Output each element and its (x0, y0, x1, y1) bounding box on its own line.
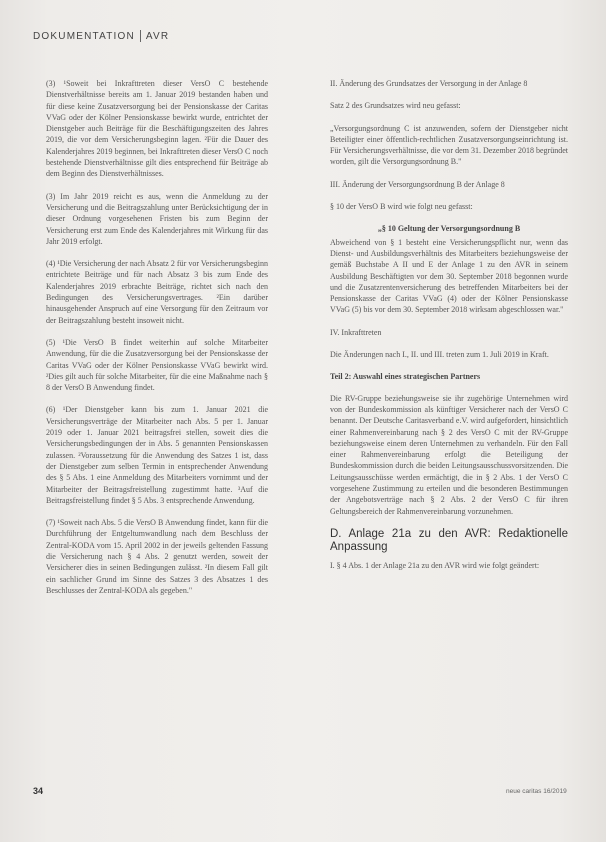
paragraph-10-text: Abweichend von § 1 besteht eine Versicherungspflicht nur, wenn das Dienst- und Ausbildungsverhältnis des Mitarbeiters beziehungsweise der gemäß Buchstabe A II und E der Anlage 1 zu den AVR in seinem Ausbildung Beschäftigten vor dem 30. September 2018 begonnen wurde und die Zusatzrentenversicherung des betreffenden Mitarbeiters bei der Pensionskasse der Caritas VVaG (4) oder der Kölner Pensionskasse VVaG (5) bis vor dem 30. September 2018 wirksam abgeschlossen war." (330, 237, 568, 315)
header-topic: AVR (145, 30, 170, 42)
section-d-text: I. § 4 Abs. 1 der Anlage 21a zu den AVR wird wie folgt geändert: (330, 560, 540, 570)
paragraph: (6) ¹Der Dienstgeber kann bis zum 1. Januar 2021 die Versicherungsverträge der Mitarbeiter nach Abs. 5 per 1. Januar 2019 oder 1. Januar 2021 beitragsfrei stellen, soweit dies die Versicherungsbedingungen der in Abs. 5 genannten Pensionskassen zulassen. ²Voraussetzung für die Anwendung des Satzes 1 ist, dass der Dienstgeber zum selben Termin in entsprechender Anwendung des § 5 Abs. 1 eine Anmeldung des Mitarbeiters vornimmt und der Mitarbeiter der Beitragsfreistellung zugestimmt hatte. ³Auf die Beitragsfreistellung findet § 5 Abs. 3 entsprechende Anwendung. (46, 405, 268, 505)
section-iii-text: § 10 der VersO B wird wie folgt neu gefasst: (330, 202, 473, 212)
paragraph-10-heading: „§ 10 Geltung der Versorgungsordnung B (377, 224, 521, 234)
paragraph: (4) ¹Die Versicherung der nach Absatz 2 für vor Versicherungsbeginn entrichtete Beiträge und für nach Absatz 3 bis zum Ende des Kalenderjahres 2019 erbrachte Beiträge, richtet sich nach den Bedingungen des Versicherungsvertrages. ²Ein darüber hinausgehender Anspruch auf eine Versorgung für den Zeitraum vor der Beitragszahlung besteht insoweit nicht. (46, 259, 268, 325)
section-ii-text: Satz 2 des Grundsatzes wird neu gefasst: (330, 101, 461, 111)
paragraph: (5) ¹Die VersO B findet weiterhin auf solche Mitarbeiter Anwendung, für die die Zusatzversorgung bei der Pensionskasse der Caritas VVaG oder der Kölner Pensionskasse VVaG bewirkt wird. ²Dies gilt auch für solche Mitarbeiter, für die eine Maßnahme nach § 8 der VersO B Anwendung findet. (46, 337, 268, 393)
header-divider (140, 30, 141, 42)
section-ii-quote: „Versorgungsordnung C ist anzuwenden, sofern der Dienstgeber nicht Beteiligter einer öffentlich-rechtlichen Zusatzversorgungseinrichtung ist. Für Versicherungsverhältnisse, die vor dem 31. Dezember 2018 begründet worden, gilt die Versorgungsordnung B." (330, 123, 568, 167)
header-section: DOKUMENTATION (33, 30, 135, 42)
section-ii-heading: II. Änderung des Grundsatzes der Versorgung in der Anlage 8 (330, 79, 528, 88)
teil-2-text: Die RV-Gruppe beziehungsweise sie ihr zugehörige Unternehmen wird von der Bundeskommission als künftiger Versicherer nach der VersO C benannt. Der Deutsche Caritasverband e.V. wird aufgefordert, hinsichtlich einer Rahmenvereinbarung nach § 2 des VersO C mit der RV-Gruppe beziehungsweise einem deren Unternehmen zu verhandeln. Für den Fall einer Rahmenvereinbarung erfolgt die Beteiligung der Bundeskommission durch die beiden Leitungsausschussvorsitzenden. Die Leitungsausschüsse werden ermächtigt, die in § 2 Abs. 1 der VersO C vorgesehene Zustimmung zu erteilen und die besonderen Bestimmungen der Angebotsverträge nach § 2 Abs. 2 der VersO C für ihren Geltungsbereich der Rahmenvereinbarung vorzunehmen. (330, 393, 568, 516)
page-header (33, 30, 169, 42)
page-number: 34 (33, 786, 44, 796)
section-iv-text: Die Änderungen nach I., II. und III. treten zum 1. Juli 2019 in Kraft. (330, 350, 549, 360)
section-d-heading: D. Anlage 21a zu den AVR: Redaktionelle Anpassung (330, 527, 568, 553)
paragraph: (7) ¹Soweit nach Abs. 5 die VersO B Anwendung findet, kann für die Durchführung der Entgeltumwandlung nach dem Beschluss der Zentral-KODA vom 15. April 2002 in der jeweils geltenden Fassung die Versicherung nach § 4 Abs. 2 genutzt werden, soweit der Versicherer dies in seinen Bedingungen zulässt. ²In diesem Fall gilt ein sachlicher Grund im Sinne des Satzes 3 des Absatzes 1 des Beschlusses der Zentral-KODA als gegeben." (46, 518, 268, 595)
paragraph: (3) Im Jahr 2019 reicht es aus, wenn die Anmeldung zu der Versicherung und die Beitragszahlung unter Berücksichtigung der in dieser Ordnung vorgesehenen Fristen bis zum Beginn der Versicherung erst zum Ende des Kalenderjahres mit Wirkung für das Jahr 2019 erfolgt. (46, 191, 268, 246)
left-column (46, 78, 268, 607)
section-iii-heading: III. Änderung der Versorgungsordnung B der Anlage 8 (330, 179, 505, 189)
paragraph: (3) ¹Soweit bei Inkrafttreten dieser VersO C bestehende Dienstverhältnisse bereits am 1. Januar 2019 bestanden haben und für diese keine Zusatzversorgung bei der Pensionskasse der Caritas VVaG oder der Kölner Pensionskasse bewirkt wurde, entrichtet der Dienstgeber auch Beiträge für die Beschäftigungszeiten des Jahres 2019, die vor dem Versicherungsbeginn lagen. ²Für die Dauer des Kalenderjahres 2019 beginnen, bei Inkrafttreten dieser VersO C noch bestehende Dienstverhältnisse gilt dies entsprechend für Beiträge ab dem Beginn des Dienstverhältnisses. (46, 79, 268, 179)
section-iv-heading: IV. Inkrafttreten (330, 327, 382, 337)
publication-name: neue caritas 16/2019 (506, 788, 567, 795)
teil-2-heading: Teil 2: Auswahl eines strategischen Partners (330, 372, 481, 382)
right-column (330, 78, 568, 582)
